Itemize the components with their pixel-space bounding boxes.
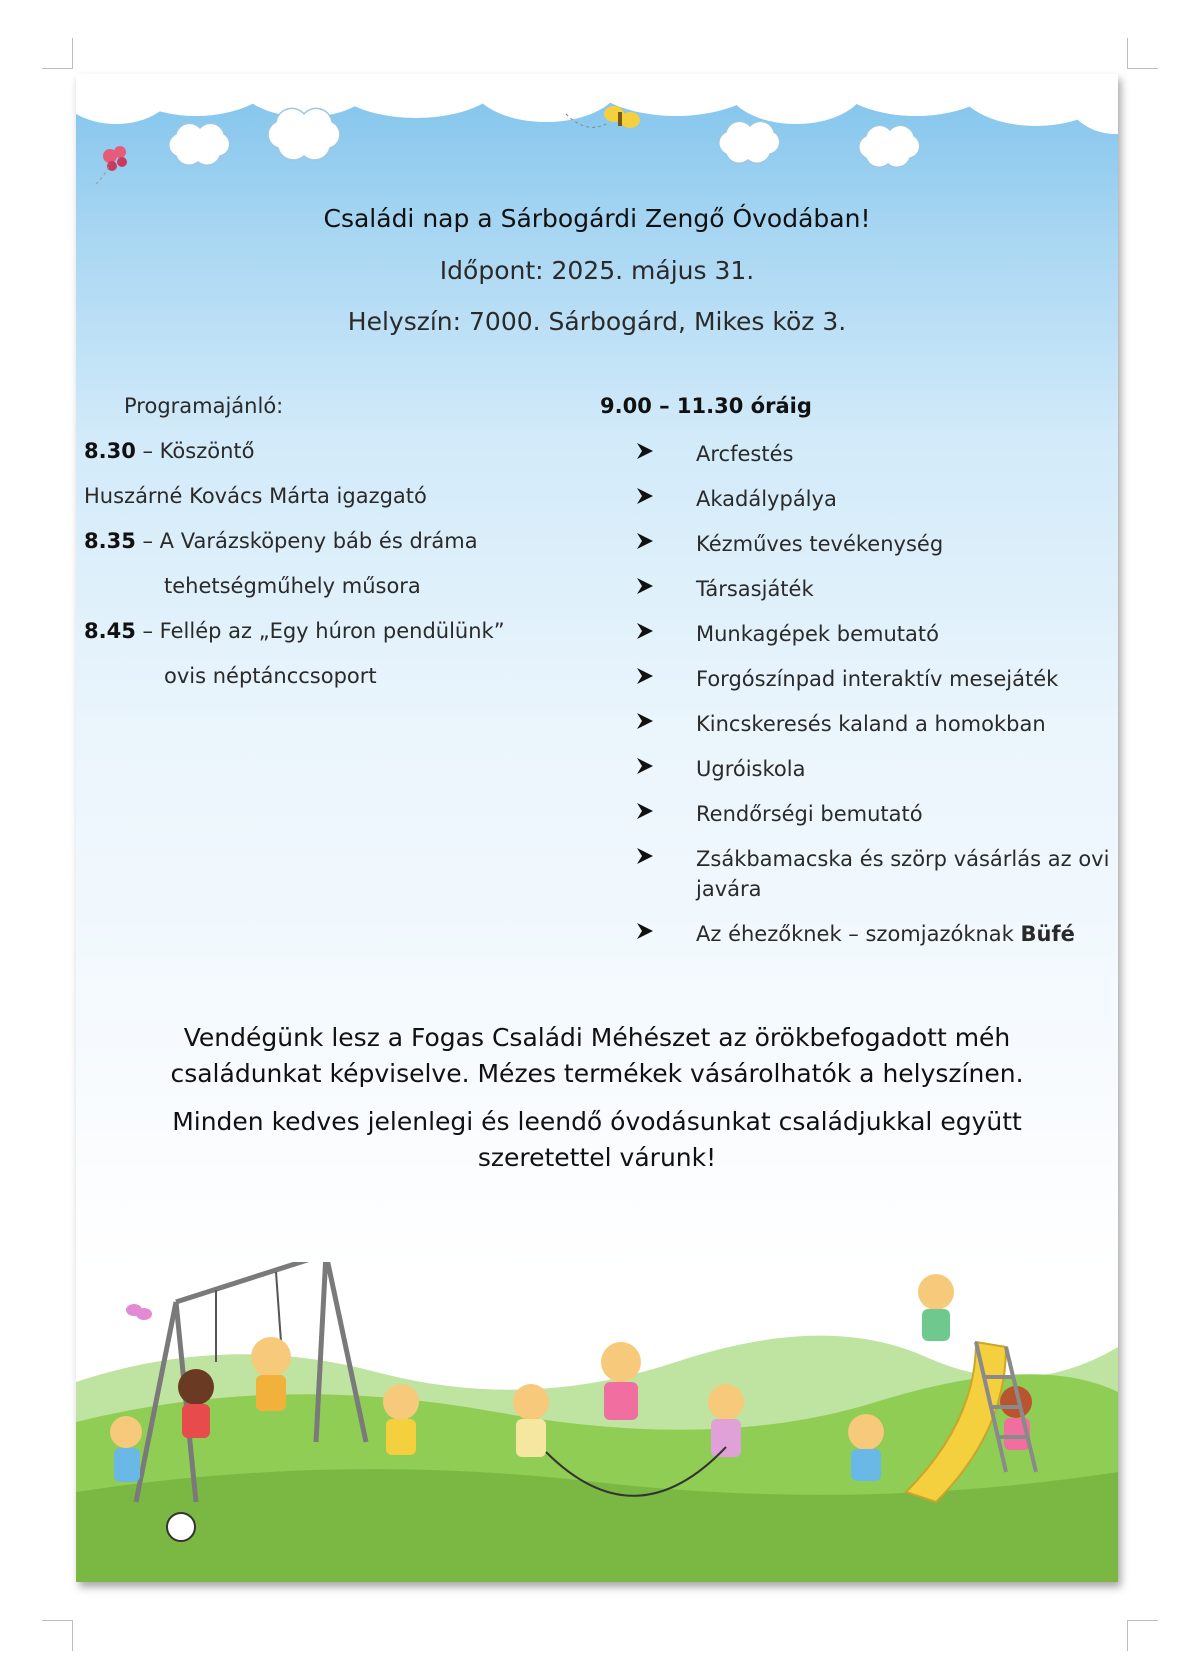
activities-heading: 9.00 – 11.30 óráig — [600, 394, 812, 418]
event-date: Időpont: 2025. május 31. — [439, 256, 755, 285]
event-location: Helyszín: 7000. Sárbogárd, Mikes köz 3. — [347, 307, 847, 336]
arrow-bullet-icon — [636, 846, 654, 866]
closing-line: Vendégünk lesz a Fogas Családi Méhészet az örökbefogadott méh — [183, 1023, 1011, 1052]
program-text: tehetségműhely műsora — [164, 574, 421, 598]
activity-label: Társasjáték — [696, 577, 814, 601]
activity-label: Zsákbamacska és szörp vásárlás az ovi javára — [696, 847, 1110, 901]
arrow-bullet-icon — [636, 531, 654, 551]
program-time: 8.45 — [84, 619, 136, 643]
arrow-bullet-icon — [636, 756, 654, 776]
arrow-bullet-icon — [636, 921, 654, 941]
arrow-bullet-icon — [636, 666, 654, 686]
program-time: 8.35 — [84, 529, 136, 553]
crop-mark-top-right — [1127, 38, 1158, 69]
program-item — [84, 439, 254, 463]
activity-label-text: Az éhezőknek – szomjazóknak — [696, 922, 1021, 946]
closing-line: Minden kedves jelenlegi és leendő óvodásunkat családjukkal együtt — [172, 1107, 1022, 1136]
program-item — [164, 574, 421, 598]
program-time: 8.30 — [84, 439, 136, 463]
program-heading: Programajánló: — [124, 394, 284, 418]
arrow-bullet-icon — [636, 711, 654, 731]
activity-label: Ugróiskola — [696, 757, 806, 781]
sky-clouds-illustration — [76, 74, 1118, 274]
activity-label-bold: Büfé — [1020, 922, 1075, 946]
program-text: – Köszöntő — [135, 439, 255, 463]
page-title: Családi nap a Sárbogárdi Zengő Óvodában! — [323, 204, 871, 233]
arrow-bullet-icon — [636, 486, 654, 506]
program-text: ovis néptánccsoport — [164, 664, 377, 688]
activity-label: Munkagépek bemutató — [696, 622, 939, 646]
crop-mark-bottom-right — [1127, 1620, 1158, 1651]
activity-label: Kincskeresés kaland a homokban — [696, 712, 1046, 736]
arrow-bullet-icon — [636, 801, 654, 821]
program-text: – Fellép az „Egy húron pendülünk” — [135, 619, 505, 643]
crop-mark-bottom-left — [42, 1620, 73, 1651]
arrow-bullet-icon — [636, 441, 654, 461]
activity-label: Forgószínpad interaktív mesejáték — [696, 667, 1059, 691]
arrow-bullet-icon — [636, 576, 654, 596]
closing-line: családunkat képviselve. Mézes termékek vásárolhatók a helyszínen. — [170, 1059, 1024, 1088]
program-item — [164, 664, 377, 688]
program-item — [84, 484, 427, 508]
activity-label: Arcfestés — [696, 442, 794, 466]
crop-mark-top-left — [42, 38, 73, 69]
closing-line: szeretettel várunk! — [477, 1143, 717, 1172]
activity-label — [696, 919, 1116, 949]
program-item — [84, 529, 478, 553]
activity-label: Kézműves tevékenység — [696, 532, 944, 556]
arrow-bullet-icon — [636, 621, 654, 641]
activity-label: Rendőrségi bemutató — [696, 802, 923, 826]
flyer-page — [76, 74, 1118, 1582]
program-text: – A Varázsköpeny báb és dráma — [135, 529, 478, 553]
program-item — [84, 619, 505, 643]
program-text: Huszárné Kovács Márta igazgató — [84, 484, 427, 508]
activity-label: Akadálypálya — [696, 487, 837, 511]
playground-illustration — [76, 1262, 1118, 1582]
